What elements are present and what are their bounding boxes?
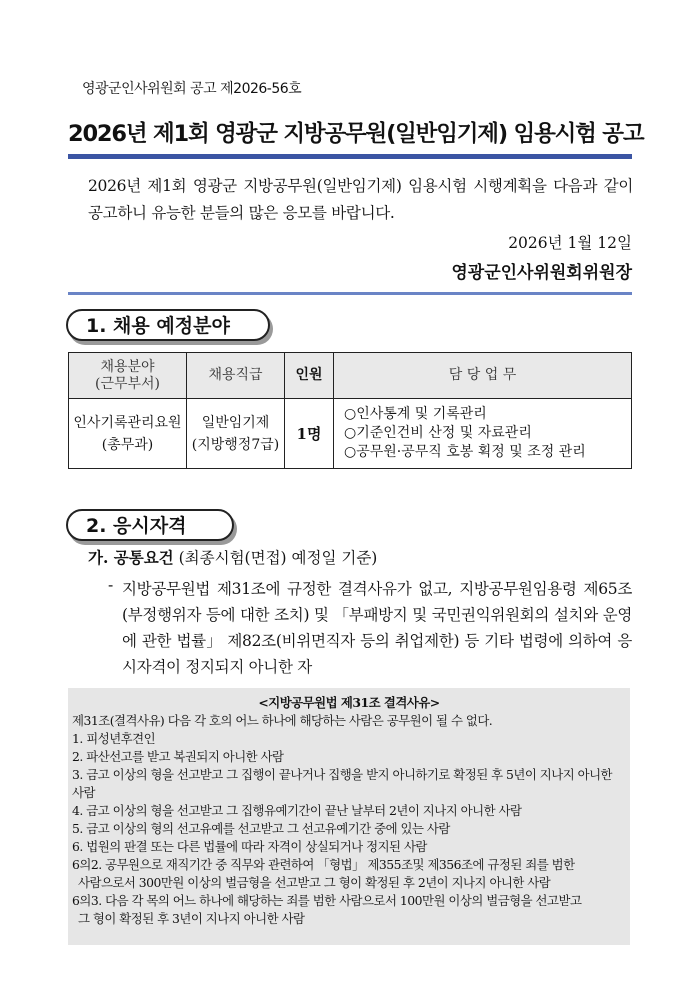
section-heading-recruitment: 1. 채용 예정분야 xyxy=(66,309,270,341)
section-heading-eligibility: 2. 응시자격 xyxy=(66,509,234,541)
cell-duties xyxy=(334,399,632,469)
recruitment-table xyxy=(68,352,632,469)
dash-bullet: - xyxy=(108,576,114,594)
cell-count: 1명 xyxy=(285,399,334,469)
title-divider xyxy=(68,154,632,159)
table-header-row xyxy=(69,353,632,399)
header-divider xyxy=(68,292,632,295)
box-item: 6의3. 다음 각 목의 어느 하나에 해당하는 죄를 범한 사람으로서 100만원 이상의 벌금형을 선고받고 xyxy=(72,893,582,908)
box-item: 1. 피성년후견인 xyxy=(72,731,156,746)
cell-grade xyxy=(187,399,285,469)
box-item: 3. 금고 이상의 형을 선고받고 그 집행이 끝나거나 집행을 받지 아니하기로 확정된 후 5년이 지나지 아니한 사람 xyxy=(72,767,613,800)
box-item: 4. 금고 이상의 형을 선고받고 그 집행유예기간이 끝난 날부터 2년이 지나지 아니한 사람 xyxy=(72,803,522,818)
box-item: 그 형이 확정된 후 3년이 지나지 아니한 사람 xyxy=(78,911,305,926)
notice-date: 2026년 1월 12일 xyxy=(508,234,632,252)
requirement-text: 지방공무원법 제31조에 규정한 결격사유가 없고, 지방공무원임용령 제65조(부정행위자 등에 대한 조치) 및 「부패방지 및 국민권익위원회의 설치와 운영에 관한 법률」 제82조(비위면직자 등의 취업제한) 등 기타 법령에 의하여 응시자격이 정지되지 아니한 자 xyxy=(122,580,632,676)
field-name: 인사기록관리요원 xyxy=(73,414,182,431)
duty-item: ○기준인건비 산정 및 자료관리 xyxy=(344,425,532,441)
box-item: 6. 법원의 판결 또는 다른 법률에 따라 자격이 상실되거나 정지된 사람 xyxy=(72,839,427,854)
box-item: 2. 파산선고를 받고 복권되지 아니한 사람 xyxy=(72,749,284,764)
subsection-label: 가. 공통요건 xyxy=(88,548,174,567)
intro-paragraph: 2026년 제1회 영광군 지방공무원(일반임기제) 임용시험 시행계획을 다음과 같이 공고하니 유능한 분들의 많은 응모를 바랍니다. xyxy=(88,177,633,222)
page-title: 2026년 제1회 영광군 지방공무원(일반임기제) 임용시험 공고 xyxy=(68,121,644,147)
duty-item: ○인사통계 및 기록관리 xyxy=(344,406,487,422)
col-header-grade: 채용직급 xyxy=(187,353,285,399)
box-lead: 제31조(결격사유) 다음 각 호의 어느 하나에 해당하는 사람은 공무원이 될 수 없다. xyxy=(72,713,493,728)
col-header-duties: 담 당 업 무 xyxy=(334,353,632,399)
box-item: 사람으로서 300만원 이상의 벌금형을 선고받고 그 형이 확정된 후 2년이 지나지 아니한 사람 xyxy=(78,875,551,890)
signer: 영광군인사위원회위원장 xyxy=(451,263,632,283)
disqualification-box xyxy=(68,688,630,945)
table-row xyxy=(69,399,632,469)
grade-sub: (지방행정7급) xyxy=(191,436,280,453)
notice-number: 영광군인사위원회 공고 제2026-56호 xyxy=(82,81,302,97)
subsection-note: (최종시험(면접) 예정일 기준) xyxy=(178,549,378,567)
duty-item: ○공무원·공무직 호봉 획정 및 조정 관리 xyxy=(344,444,586,460)
col-header-count: 인원 xyxy=(285,353,334,399)
box-item: 5. 금고 이상의 형의 선고유예를 선고받고 그 선고유예기간 중에 있는 사람 xyxy=(72,821,450,836)
cell-field xyxy=(69,399,187,469)
grade-name: 일반임기제 xyxy=(201,414,270,431)
box-title: <지방공무원법 제31조 결격사유> xyxy=(258,695,440,710)
dept-name: (총무과) xyxy=(101,436,154,453)
subsection-common-requirements xyxy=(88,546,377,568)
col-header-field: 채용분야 (근무부서) xyxy=(69,353,187,399)
box-item: 6의2. 공무원으로 재직기간 중 직무와 관련하여 「형법」 제355조및 제356조에 규정된 죄를 범한 xyxy=(72,857,575,872)
